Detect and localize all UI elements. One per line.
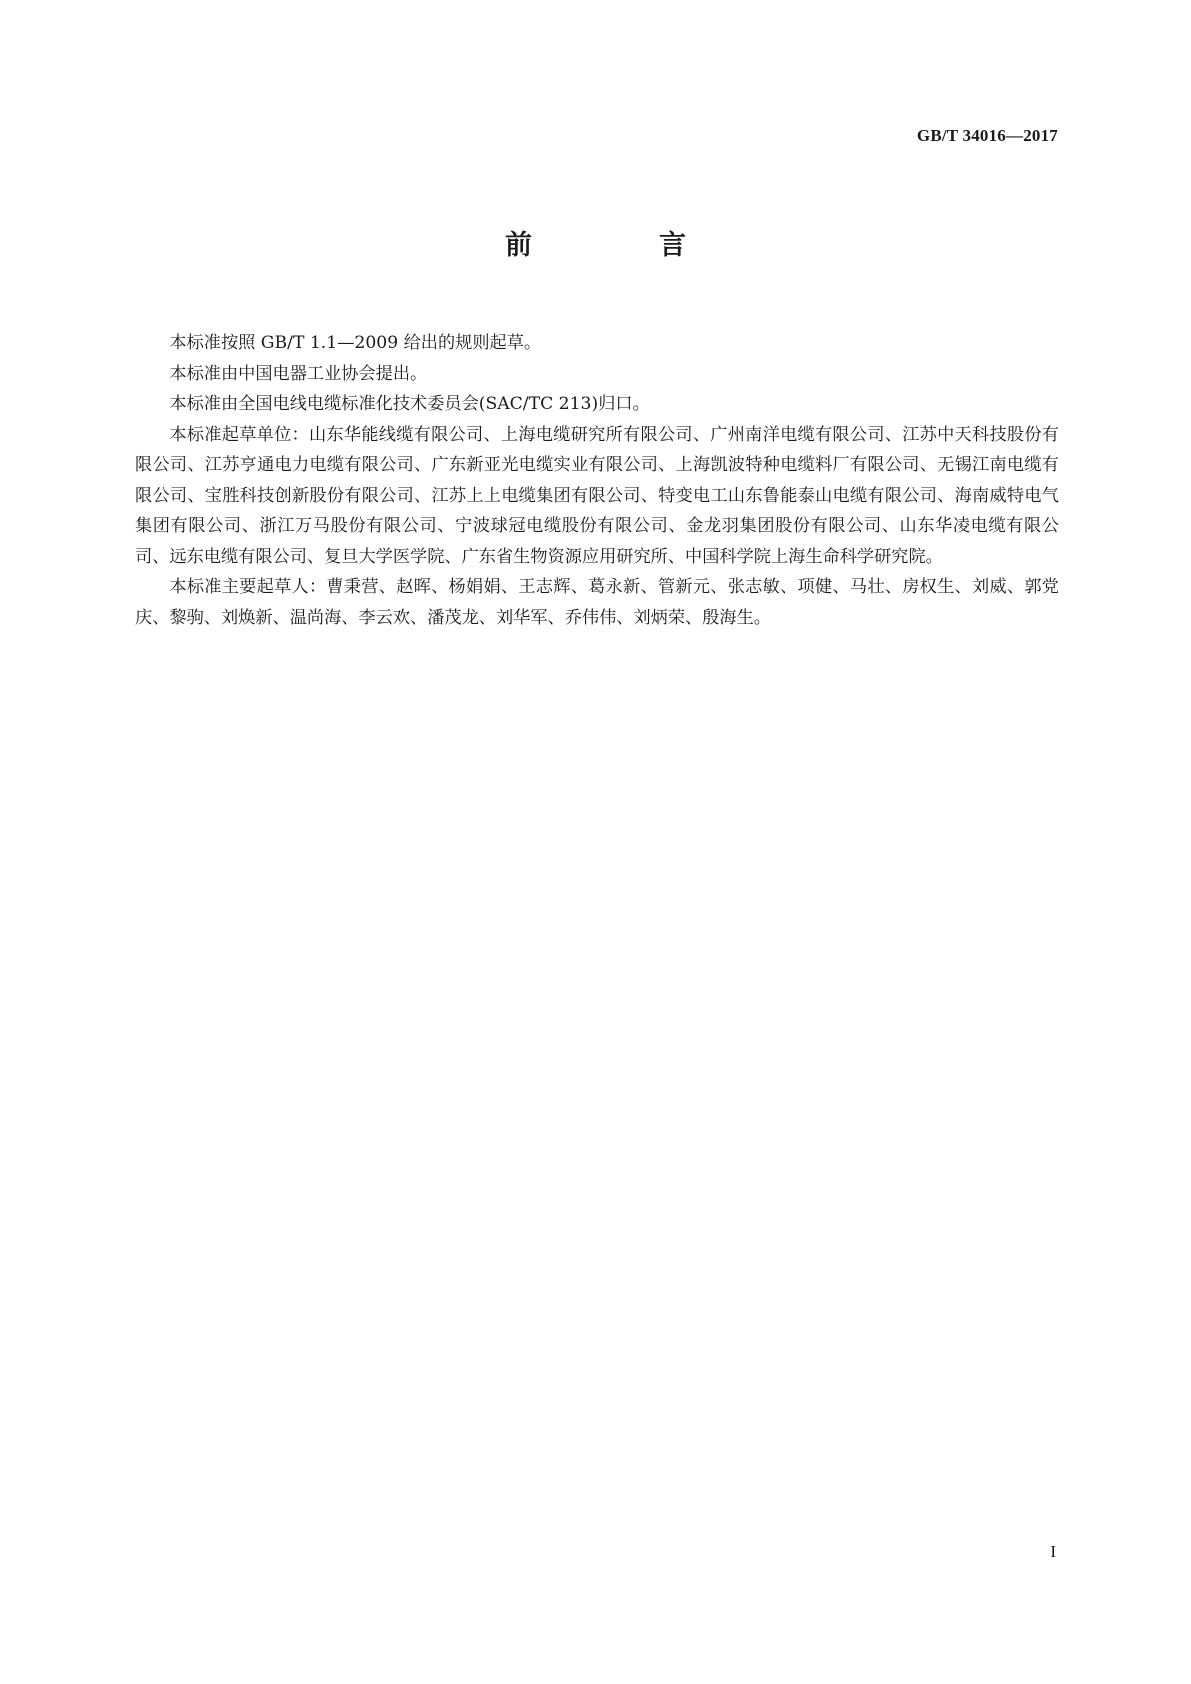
page-title: 前 言 — [505, 230, 736, 261]
paragraph-drafters: 本标准主要起草人：曹秉营、赵晖、杨娟娟、王志辉、葛永新、管新元、张志敏、项健、马壮、房权生、刘威、郭党庆、黎驹、刘焕新、温尚海、李云欢、潘茂龙、刘华军、乔伟伟、刘炳荣、殷海生。 — [135, 577, 1059, 628]
paragraph-committee: 本标准由全国电线电缆标准化技术委员会(SAC/TC 213)归口。 — [169, 394, 650, 414]
page-number: I — [1050, 1542, 1056, 1561]
foreword-body — [135, 328, 1059, 633]
paragraph-drafting-units: 本标准起草单位：山东华能线缆有限公司、上海电缆研究所有限公司、广州南洋电缆有限公司、江苏中天科技股份有限公司、江苏亨通电力电缆有限公司、广东新亚光电缆实业有限公司、上海凯波特种电缆料厂有限公司、无锡江南电缆有限公司、宝胜科技创新股份有限公司、江苏上上电缆集团有限公司、特变电工山东鲁能泰山电缆有限公司、海南威特电气集团有限公司、浙江万马股份有限公司、宁波球冠电缆股份有限公司、金龙羽集团股份有限公司、山东华凌电缆有限公司、远东电缆有限公司、复旦大学医学院、广东省生物资源应用研究所、中国科学院上海生命科学研究院。 — [135, 424, 1059, 567]
paragraph-drafting-rules: 本标准按照 GB/T 1.1—2009 给出的规则起草。 — [169, 333, 542, 353]
document-code: GB/T 34016—2017 — [916, 126, 1058, 145]
paragraph-proposer: 本标准由中国电器工业协会提出。 — [169, 363, 428, 384]
